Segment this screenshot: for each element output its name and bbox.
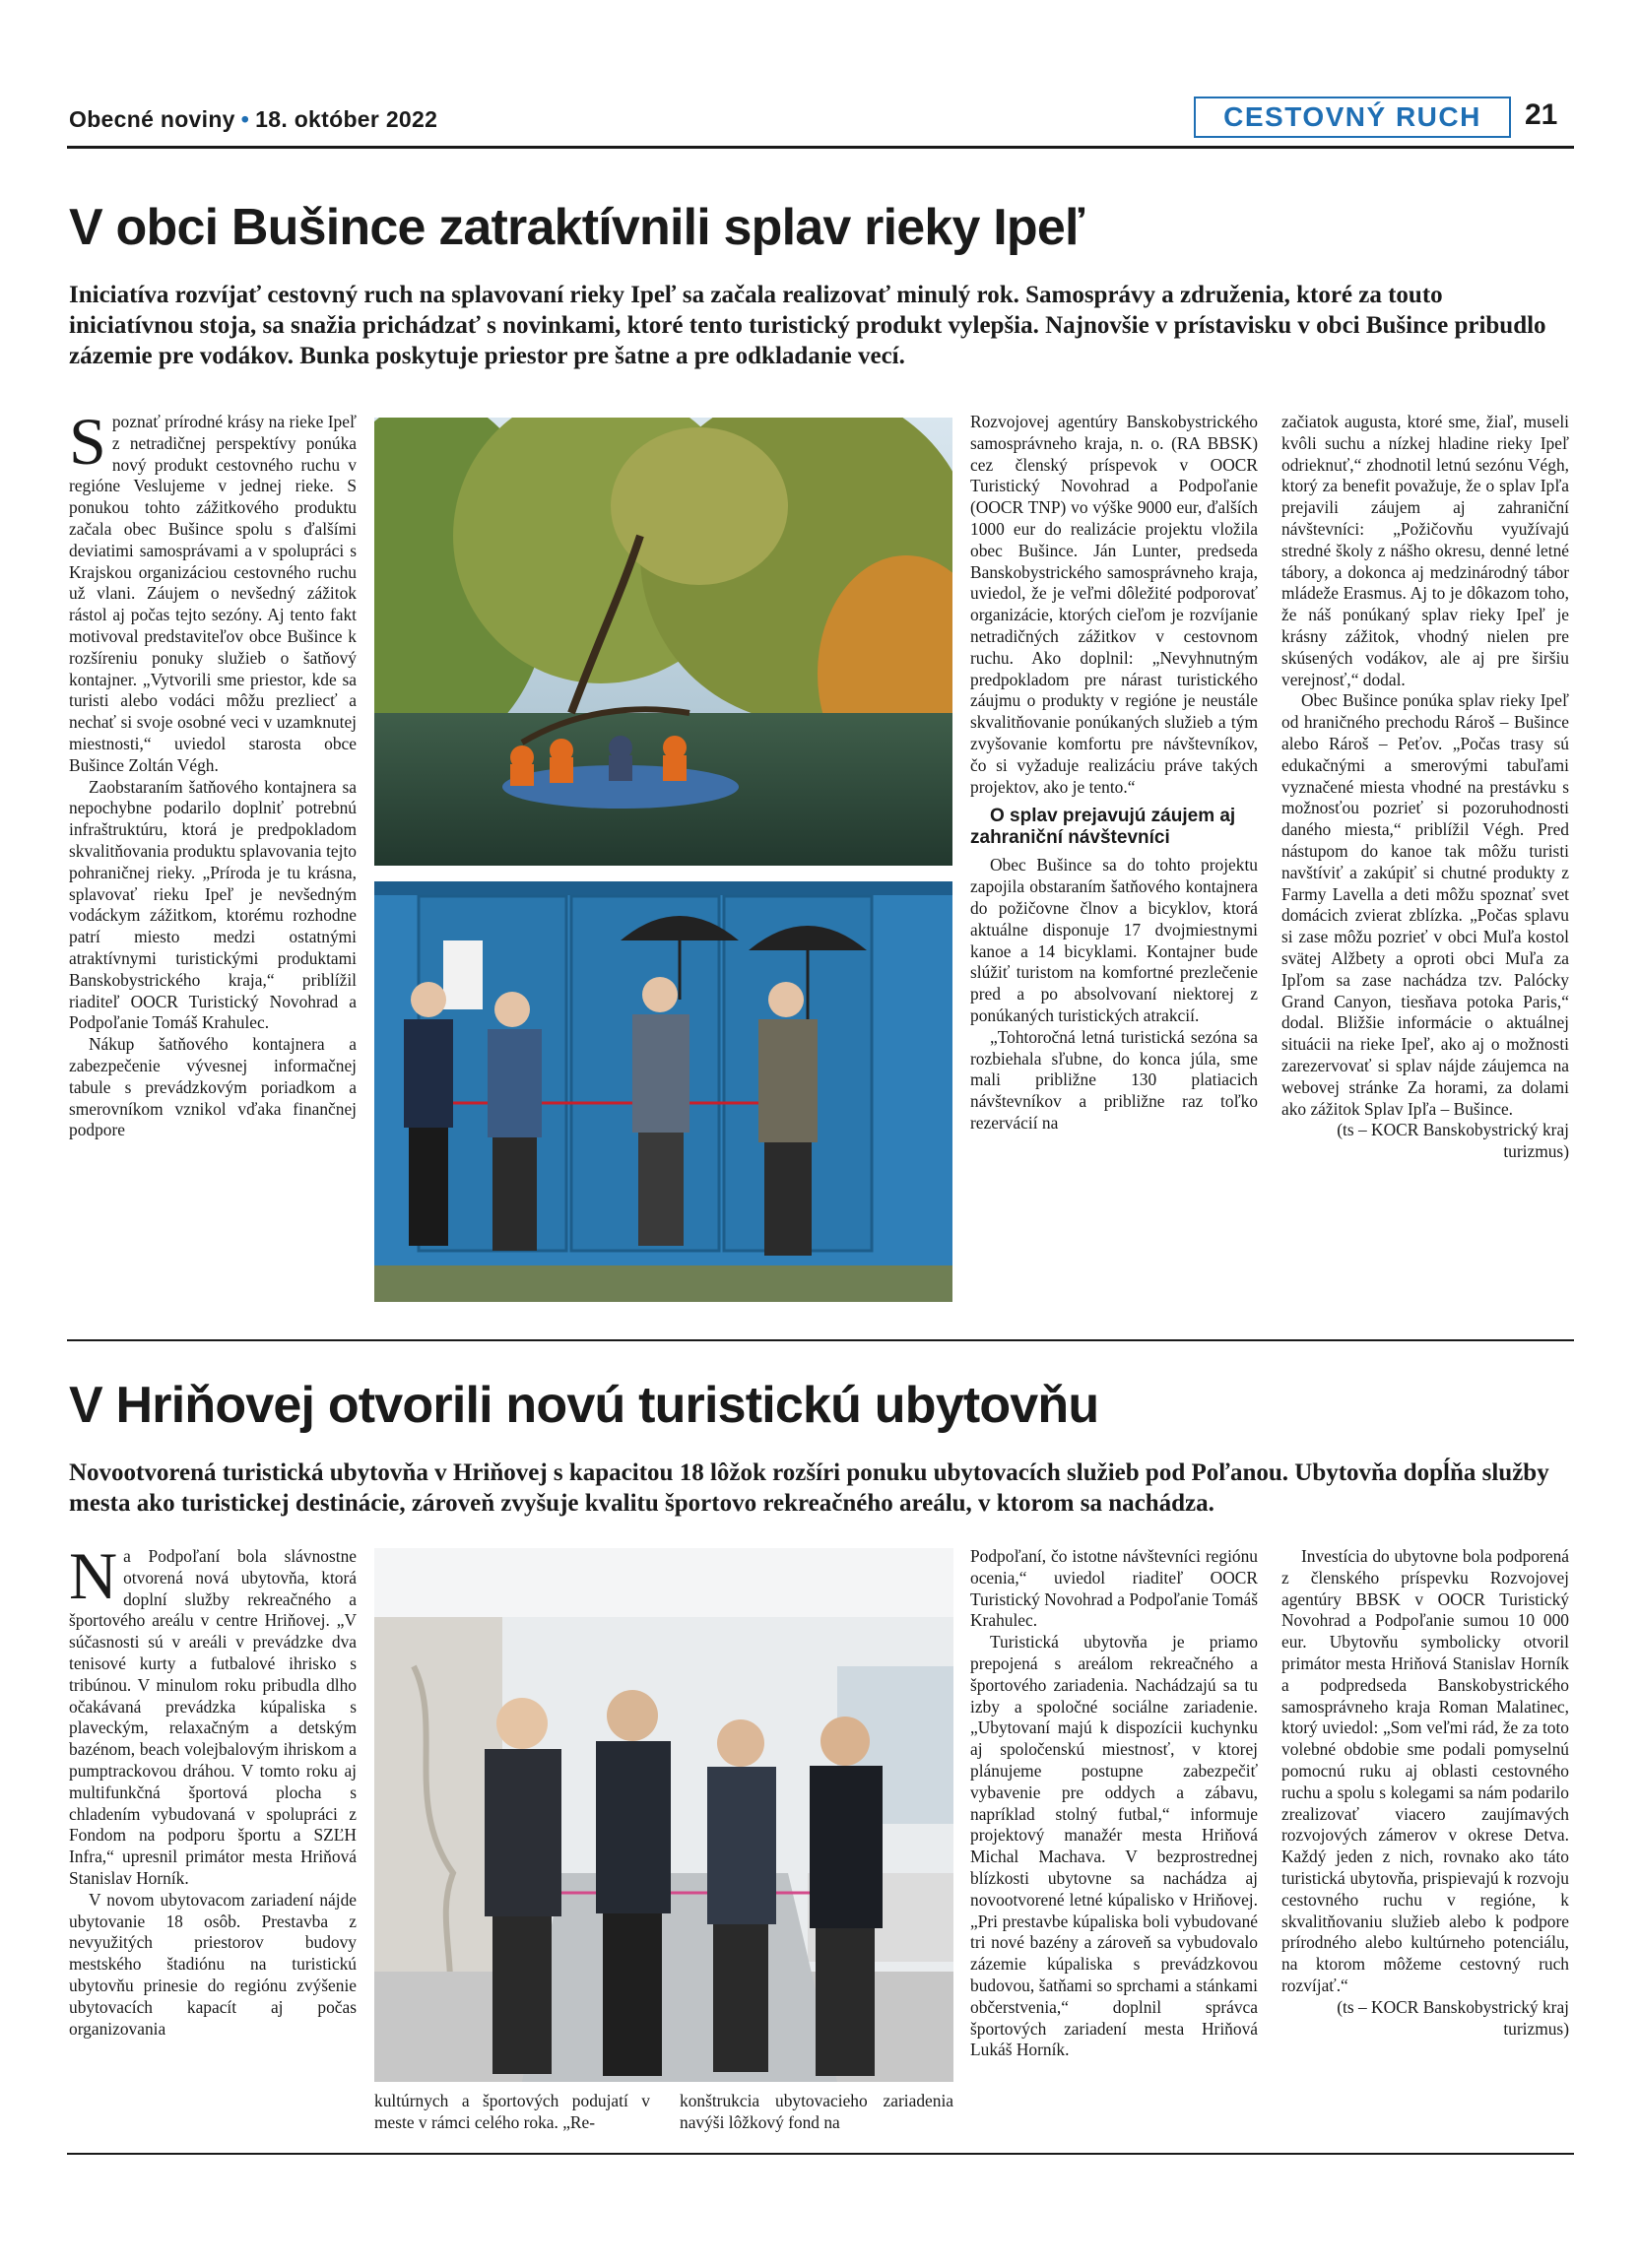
article1-paragraph: Spoznať prírodné krásy na rieke Ipeľ z netradičnej perspektívy ponúka nový produkt cestovného ruchu v regióne Veslujeme v jednej rieke. S ponukou tohto zážitkového produktu začala obec Bušince spolu s ďalšími deviatimi samosprávami a v spolupráci s Krajskou organizáciou cestovného ruchu už vlani. Záujem o nevšedný zážitok rástol aj počas tejto sezóny. Aj tento fakt motivoval predstaviteľov obce Bušince k rozšíreniu ponuky služieb o šatňový kontajner. „Vytvorili sme priestor, kde sa turisti alebo vodáci môžu prezliecť a nechať si svoje osobné veci v uzamknutej miestnosti,“ uviedol starosta obce Bušince Zoltán Végh. (69, 412, 357, 775)
dropcap: N (69, 1546, 118, 1613)
article2-paragraph: Na Podpoľaní bola slávnostne otvorená nová ubytovňa, ktorá doplní služby rekreačného a športového areálu v centre Hriňovej. „V súčasnosti sú v areáli v prevádzke dva tenisové kurty a futbalové ihrisko s tribúnou. V minulom roku pribudla dlho očakávaná prevádzka kúpaliska s plaveckým, relaxačným a detským bazénom, beach volejbalovým ihriskom a pumptrackovou dráhou. V tomto roku aj multifunkčná športová plocha s chladením vybudovaná v spolupráci z Fondom na podporu športu a SZĽH Infra,“ upresnil primátor mesta Hriňová Stanislav Horník. (69, 1546, 357, 1888)
article2-column-3 (970, 1546, 1258, 2137)
page-header-left (69, 106, 437, 133)
article2-column-4 (1281, 1546, 1569, 2137)
dropcap: S (69, 412, 106, 479)
article2-paragraph: V novom ubytovacom zariadení nájde ubytovanie 18 osôb. Prestavba z nevyužitých priestorov budovy mestského štadiónu na turistickú ubytovňu prinesie do regiónu zvýšenie ubytovacích kapacít aj počas organizovania (69, 1889, 357, 2039)
article2-column-1 (69, 1546, 357, 2137)
article1-paragraph: začiatok augusta, ktoré sme, žiaľ, museli kvôli suchu a nízkej hladine rieky Ipeľ odrieknuť,“ zhodnotil letnú sezónu Végh, ktorý za benefit považuje, že o splav Ipľa prejavili záujem aj zahraniční návštevníci: „Požičovňu využívajú stredné školy z nášho okresu, denné letné tábory, a dokonca aj medzinárodný tábor mládeže Erasmus. Aj to je dôkazom toho, že náš ponúkaný splav rieky Ipeľ je krásny zážitok, vhodný nielen pre skúsených vodákov, ale aj pre širšiu verejnosť,“ dodal. (1281, 412, 1569, 689)
article1-paragraph: Zaobstaraním šatňového kontajnera sa nepochybne podarilo doplniť potrebnú infraštruktúru, ktorá je predpokladom skvalitňovania produktu splavovania tejto pohraničnej rieky. „Príroda je tu krásna, splavovať rieku Ipeľ je nevšedným vodáckym zážitkom, ktorému rozhodne patrí miesto medzi ostatnými atraktívnymi turistickými produktami Banskobystrického kraja,“ priblížil riaditeľ OOCR Turistický Novohrad a Podpoľanie Tomáš Krahulec. (69, 776, 357, 1033)
article1-subheading: O splav prejavujú záujem aj zahraniční návštevníci (970, 806, 1236, 849)
article1-paragraph: Rozvojovej agentúry Banskobystrického samosprávneho kraja, n. o. (RA BBSK) cez členský príspevok v OOCR Turistický Novohrad a Podpoľanie (OOCR TNP) vo výške 9000 eur, ďalších 1000 eur do realizácie projektu vložila obec Bušince. Ján Lunter, predseda Banskobystrického samosprávneho kraja, uviedol, že je veľmi dôležité podporovať organizácie, ktorých cieľom je rozvíjanie netradičných zážitkov v cestovnom ruchu. Ako doplnil: „Nevyhnutným predpokladom pre nárast turistického záujmu o produkty v regióne je neustále skvalitňovanie ponúkaných služieb a tým zvyšovanie komfortu pre návštevníkov, čo si vyžaduje realizáciu práve takých projektov, ako je tento.“ (970, 412, 1258, 797)
photo-icon (374, 1548, 953, 2082)
article1-signature: (ts – KOCR Banskobystrický kraj turizmus) (1337, 1120, 1569, 1162)
article1-paragraph: Nákup šatňového kontajnera a zabezpečenie vývesnej informačnej tabule s prevádzkovým poriadkom a smerovníkom vznikol vďaka finančnej podpore (69, 1034, 357, 1140)
separator-dot: • (240, 106, 250, 132)
photo-icon (374, 881, 952, 1302)
article1-lead: Iniciatíva rozvíjať cestovný ruch na splavovaní rieky Ipeľ sa začala realizovať minulý rok. Samosprávy a združenia, ktoré za touto iniciatívnou stoja, sa snažia prichádzať s novinkami, ktoré tento turistický produkt vylepšia. Najnovšie v prístavisku v obci Bušince pribudlo zázemie pre vodákov. Bunka poskytuje priestor pre šatne a pre odkladanie vecí. (69, 282, 1546, 369)
article2-title: V Hriňovej otvorili novú turistickú ubytovňu (69, 1377, 1099, 1434)
issue-date: 18. október 2022 (255, 106, 438, 132)
article2-paragraph: Podpoľaní, čo istotne návštevníci regiónu ocenia,“ uviedol riaditeľ OOCR Turistický Novohrad a Podpoľanie Tomáš Krahulec. (970, 1546, 1258, 1631)
article2-text-below-photo-a: kultúrnych a športových podujatí v meste v rámci celého roka. „Re- (374, 2091, 650, 2132)
article1-paragraph: „Tohtoročná letná turistická sezóna sa rozbiehala sľubne, do konca júla, sme mali približne 130 platiacich návštevníkov a približne raz toľko rezervácií na (970, 1026, 1258, 1133)
publication-name: Obecné noviny (69, 106, 235, 132)
article2-paragraph: Investícia do ubytovne bola podporená z členského príspevku Rozvojovej agentúry BBSK v OOCR Turistický Novohrad a Podpoľanie sumou 10 000 eur. Ubytovňu symbolicky otvoril primátor mesta Hriňová Stanislav Horník a podpredseda Banskobystrického samosprávneho kraja Roman Malatinec, ktorý uviedol: „Som veľmi rád, že za toto volebné obdobie sme podali pomyselnú pomocnú ruku aj oblasti cestovného ruchu a spolu s kolegami sa nám podarilo zrealizovať viacero zaujímavých rozvojových zámerov v okrese Detva. Každý jeden z nich, rovnako ako táto turistická ubytovňa, prispievajú k rozvoju cestovného ruchu v regióne, k skvalitňovaniu služieb alebo k podpore prírodného alebo kultúrneho potenciálu, na ktorom môžeme cestovný ruch rozvíjať.“ (1281, 1546, 1569, 1995)
article2-paragraph: Turistická ubytovňa je priamo prepojená s areálom rekreačného a športového zariadenia. Nachádzajú sa tu izby a spoločné sociálne zariadenie. „Ubytovaní majú k dispozícii kuchynku aj spoločenskú miestnosť, v ktorej plánujeme postupne zabezpečiť vybavenie pre oddych a zábavu, napríklad stolný futbal,“ informuje projektový manažér mesta Hriňová Michal Machava. V bezprostrednej blízkosti ubytovne sa nachádza aj novootvorené letné kúpalisko v Hriňovej. „Pri prestavbe kúpaliska boli vybudované tri nové bazény a zároveň sa vybudovalo zázemie kúpaliska s prevádzkovou budovou, šatňami so sprchami a stánkami občerstvenia,“ doplnil správca športových zariadení mesta Hriňová Lukáš Horník. (970, 1632, 1258, 2060)
header-rule (67, 146, 1574, 149)
article1-title: V obci Bušince zatraktívnili splav rieky Ipeľ (69, 199, 1084, 256)
article-divider (67, 1339, 1574, 1341)
article1-column-3 (970, 412, 1258, 1303)
section-label: CESTOVNÝ RUCH (1194, 97, 1511, 138)
footer-rule (67, 2153, 1574, 2155)
article2-text-below-photo-b: konštrukcia ubytovacieho zariadenia navýši lôžkový fond na (680, 2091, 953, 2132)
article1-column-4 (1281, 412, 1569, 1303)
photo-icon (374, 418, 952, 866)
container-photo (374, 881, 952, 1302)
article2-signature: (ts – KOCR Banskobystrický kraj turizmus) (1337, 1996, 1569, 2039)
page-number: 21 (1525, 98, 1558, 131)
hostel-opening-photo (374, 1548, 953, 2082)
article2-lead: Novootvorená turistická ubytovňa v Hriňovej s kapacitou 18 lôžok rozšíri ponuku ubytovacích služieb pod Poľanou. Ubytovňa dopĺňa služby mesta ako turistickej destinácie, zároveň zvyšuje kvalitu športovo rekreačného areálu, v ktorom sa nachádza. (69, 1459, 1549, 1517)
article1-paragraph: Obec Bušince sa do tohto projektu zapojila obstaraním šatňového kontajnera do požičovne člnov a bicyklov, ktorá aktuálne disponuje 17 dvojmiestnymi kanoe a 14 bicyklami. Kontajner bude slúžiť turistom na komfortné prezlečenie pred a po absolvovaní niektorej z ponúkaných turistických atrakcií. (970, 855, 1258, 1025)
article1-paragraph: Obec Bušince ponúka splav rieky Ipeľ od hraničného prechodu Rároš – Bušince alebo Rároš – Peťov. „Počas trasy sú edukačnými a smerovými tabuľami vyznačené miesta vhodné na prestávku s možnosťou pozrieť si pozoruhodnosti daného miesta,“ priblížil Végh. Pred nástupom do kanoe tak môžu turisti navštíviť a zakúpiť si chutné produkty z Farmy Lavella a deti môžu spoznať svet domácich zvierat zblízka. „Počas splavu si zase môžu pozrieť v obci Muľa kostol svätej Alžbety a oproti obci Muľa za Ipľom sa zase nachádza tzv. Palócky Grand Canyon, tiesňava potoka Paris,“ dodal. Bližšie informácie o aktuálnej situácii na rieke Ipeľ, ako aj o možnosti zarezervovať si splav nájde záujemca na webovej stránke Za horami, za dolami ako zážitok Splav Ipľa – Bušince. (1281, 690, 1569, 1119)
article1-column-1 (69, 412, 357, 1303)
river-photo (374, 418, 952, 866)
